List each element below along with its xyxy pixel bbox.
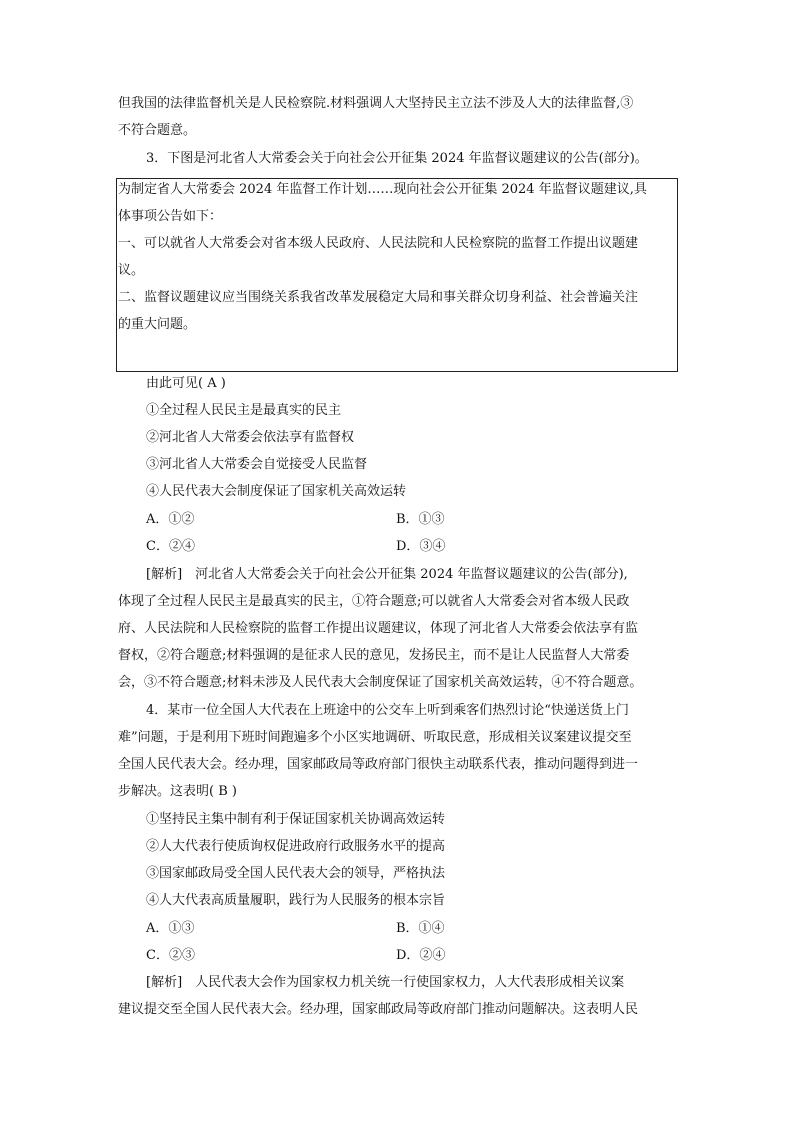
question-3-item: ②河北省人大常委会依法享有监督权 xyxy=(146,430,355,445)
question-3-choice-d: D．③④ xyxy=(396,539,446,554)
body-text-line: 但我国的法律监督机关是人民检察院.材料强调人大坚持民主立法不涉及人大的法律监督,③ xyxy=(118,96,634,111)
question-3-item: ①全过程人民民主是最真实的民主 xyxy=(146,403,342,418)
question-4-choice-d: D．②④ xyxy=(396,948,446,963)
question-3-analysis-line: 体现了全过程人民民主是最真实的民主，①符合题意;可以就省人大常委会对省本级人民政 xyxy=(118,594,630,609)
question-4-item: ①坚持民主集中制有利于保证国家机关协调高效运转 xyxy=(146,812,446,827)
question-4-analysis-line: [解析] 人民代表大会作为国家权力机关统一行使国家权力，人大代表形成相关议案 xyxy=(146,975,625,990)
announcement-line: 体事项公告如下： xyxy=(118,209,223,224)
question-3-analysis-line: 府、人民法院和人民检察院的监督工作提出议题建议，体现了河北省人大常委会依法享有监 xyxy=(118,621,639,636)
question-3-analysis-line: 督权，②符合题意;材料强调的是征求人民的意见，发扬民主，而不是让人民监督人大常委 xyxy=(118,648,630,663)
question-4-item: ④人大代表高质量履职，践行为人民服务的根本宗旨 xyxy=(146,893,446,908)
announcement-line: 议。 xyxy=(118,263,145,278)
question-3-prompt: 由此可见( A ) xyxy=(146,376,226,391)
question-3-item: ④人民代表大会制度保证了国家机关高效运转 xyxy=(146,484,407,499)
announcement-line: 的重大问题。 xyxy=(118,317,197,332)
question-3-choice-c: C．②④ xyxy=(146,539,195,554)
question-4-analysis-line: 建议提交至全国人民代表大会。经办理，国家邮政局等政府部门推动问题解决。这表明人民 xyxy=(118,1002,639,1017)
question-3-choice-a: A．①② xyxy=(146,512,195,527)
question-3-stem: 3．下图是河北省人大常委会关于向社会公开征集 2024 年监督议题建议的公告(部分)。 xyxy=(146,151,648,166)
question-3-item: ③河北省人大常委会自觉接受人民监督 xyxy=(146,457,368,472)
question-4-choice-a: A．①③ xyxy=(146,921,195,936)
question-4-choice-b: B．①④ xyxy=(396,921,445,936)
question-3-choice-b: B．①③ xyxy=(396,512,445,527)
question-4-stem-line: 全国人民代表大会。经办理，国家邮政局等政府部门很快主动联系代表，推动问题得到进一 xyxy=(118,757,639,772)
announcement-line: 一、可以就省人大常委会对省本级人民政府、人民法院和人民检察院的监督工作提出议题建 xyxy=(118,236,639,251)
question-3-analysis-line: 会，③不符合题意;材料未涉及人民代表大会制度保证了国家机关高效运转，④不符合题意。 xyxy=(118,675,643,690)
question-3-analysis-line: [解析] 河北省人大常委会关于向社会公开征集 2024 年监督议题建议的公告(部分), xyxy=(146,567,628,582)
body-text-line: 不符合题意。 xyxy=(118,123,197,138)
question-4-stem-line: 步解决。这表明( B ) xyxy=(118,784,237,799)
question-4-item: ②人大代表行使质询权促进政府行政服务水平的提高 xyxy=(146,839,446,854)
announcement-line: 二、监督议题建议应当围绕关系我省改革发展稳定大局和事关群众切身利益、社会普遍关注 xyxy=(118,290,639,305)
question-4-choice-c: C．②③ xyxy=(146,948,195,963)
question-4-item: ③国家邮政局受全国人民代表大会的领导，严格执法 xyxy=(146,866,446,881)
question-4-stem-line: 难”问题，于是利用下班时间跑遍多个小区实地调研、听取民意，形成相关议案建议提交至 xyxy=(118,730,632,745)
announcement-line: 为制定省人大常委会 2024 年监督工作计划……现向社会公开征集 2024 年监督议题建议,具 xyxy=(118,182,647,197)
question-4-stem-line: 4．某市一位全国人大代表在上班途中的公交车上听到乘客们热烈讨论“快递送货上门 xyxy=(146,703,629,718)
